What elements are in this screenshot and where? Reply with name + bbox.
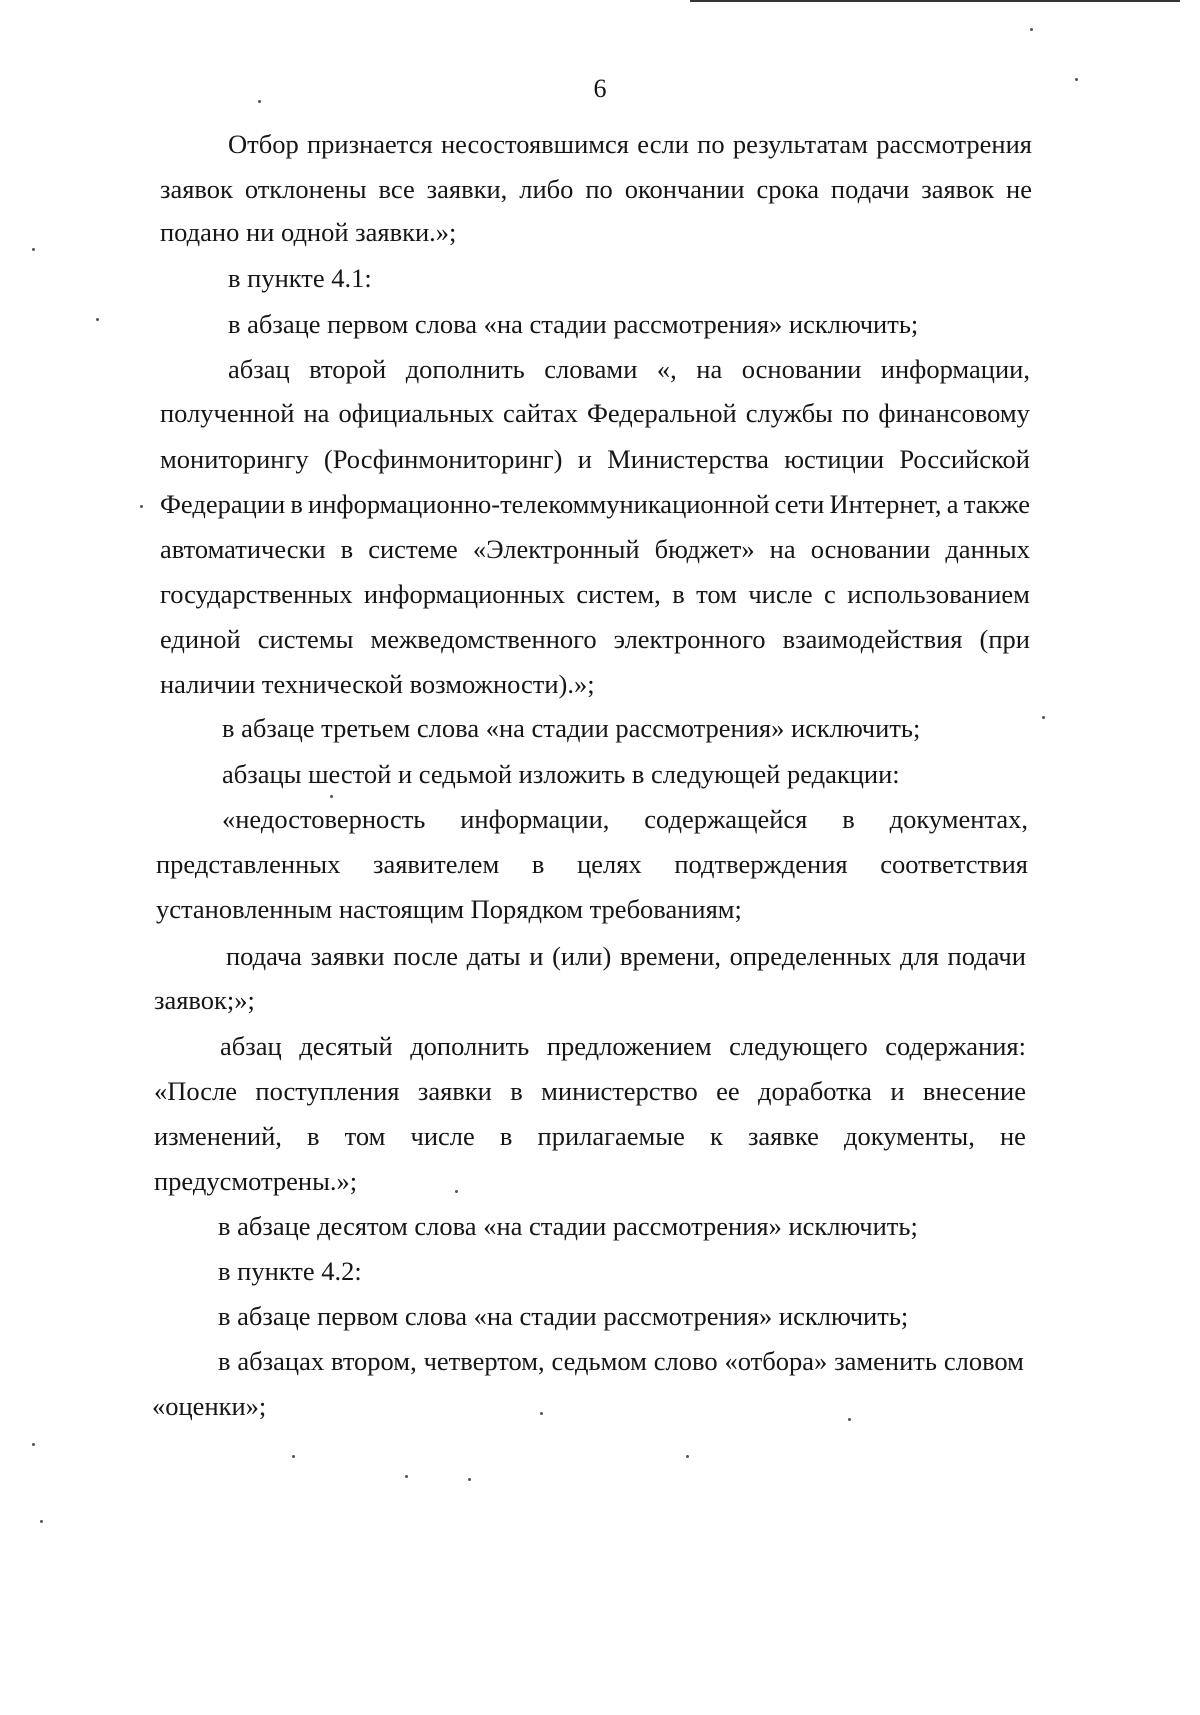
- text-line: государственных информационных систем, в том числе с использованием: [160, 579, 1030, 609]
- text-line: единой системы межведомственного электронного взаимодействия (при: [160, 624, 1030, 654]
- text-line: в абзаце первом слова «на стадии рассмотрения» исключить;: [228, 309, 919, 339]
- text-line: в абзаце третьем слова «на стадии рассмотрения» исключить;: [222, 713, 921, 743]
- text-line: предусмотрены.»;: [154, 1166, 358, 1196]
- scan-speck: [1042, 716, 1045, 719]
- text-line: заявок;»;: [154, 985, 255, 1015]
- scan-speck: [540, 1412, 543, 1415]
- scan-speck: [468, 1478, 471, 1481]
- text-line: заявок отклонены все заявки, либо по окончании срока подачи заявок не: [160, 174, 1032, 204]
- text-line: Отбор признается несостоявшимся если по результатам рассмотрения: [228, 129, 1032, 159]
- text-line: мониторингу (Росфинмониторинг) и Министерства юстиции Российской: [160, 444, 1030, 474]
- page-number: 6: [593, 74, 607, 103]
- text-line: в пункте 4.2:: [218, 1256, 362, 1286]
- text-line: представленных заявителем в целях подтверждения соответствия: [156, 849, 1028, 879]
- text-line: абзацы шестой и седьмой изложить в следующей редакции:: [222, 759, 900, 789]
- text-line: Федерации в информационно-телекоммуникационной сети Интернет, а также: [160, 489, 1030, 519]
- scan-speck: [405, 1475, 408, 1478]
- scan-speck: [1030, 28, 1033, 31]
- text-line: наличии технической возможности).»;: [160, 669, 595, 699]
- text-line: подача заявки после даты и (или) времени, определенных для подачи: [226, 941, 1026, 971]
- top-rule: [690, 0, 1180, 2]
- text-line: установленным настоящим Порядком требованиям;: [156, 894, 742, 924]
- text-line: в абзаце десятом слова «на стадии рассмотрения» исключить;: [218, 1211, 918, 1241]
- text-line: автоматически в системе «Электронный бюджет» на основании данных: [160, 534, 1030, 564]
- text-line: абзац десятый дополнить предложением следующего содержания:: [220, 1031, 1026, 1061]
- scan-speck: [455, 1190, 458, 1193]
- text-line: изменений, в том числе в прилагаемые к заявке документы, не: [154, 1121, 1026, 1151]
- text-line: «недостоверность информации, содержащейся в документах,: [222, 804, 1028, 834]
- scan-speck: [330, 795, 333, 798]
- text-line: «оценки»;: [152, 1391, 267, 1421]
- scan-speck: [40, 1520, 43, 1523]
- scan-speck: [32, 248, 35, 251]
- text-line: абзац второй дополнить словами «, на основании информации,: [228, 354, 1030, 384]
- scan-speck: [848, 1418, 851, 1421]
- text-line: в абзаце первом слова «на стадии рассмотрения» исключить;: [218, 1301, 909, 1331]
- text-line: подано ни одной заявки.»;: [160, 217, 457, 247]
- scan-speck: [292, 1455, 295, 1458]
- text-line: в абзацах втором, четвертом, седьмом слово «отбора» заменить словом: [218, 1346, 1024, 1376]
- scan-speck: [32, 1443, 35, 1446]
- text-line: полученной на официальных сайтах Федеральной службы по финансовому: [160, 398, 1030, 428]
- scan-speck: [140, 505, 143, 508]
- scan-speck: [1075, 78, 1078, 81]
- scan-speck: [686, 1455, 689, 1458]
- text-line: «После поступления заявки в министерство ее доработка и внесение: [154, 1076, 1026, 1106]
- scan-speck: [258, 100, 261, 103]
- scan-speck: [96, 318, 99, 321]
- text-line: в пункте 4.1:: [228, 263, 372, 293]
